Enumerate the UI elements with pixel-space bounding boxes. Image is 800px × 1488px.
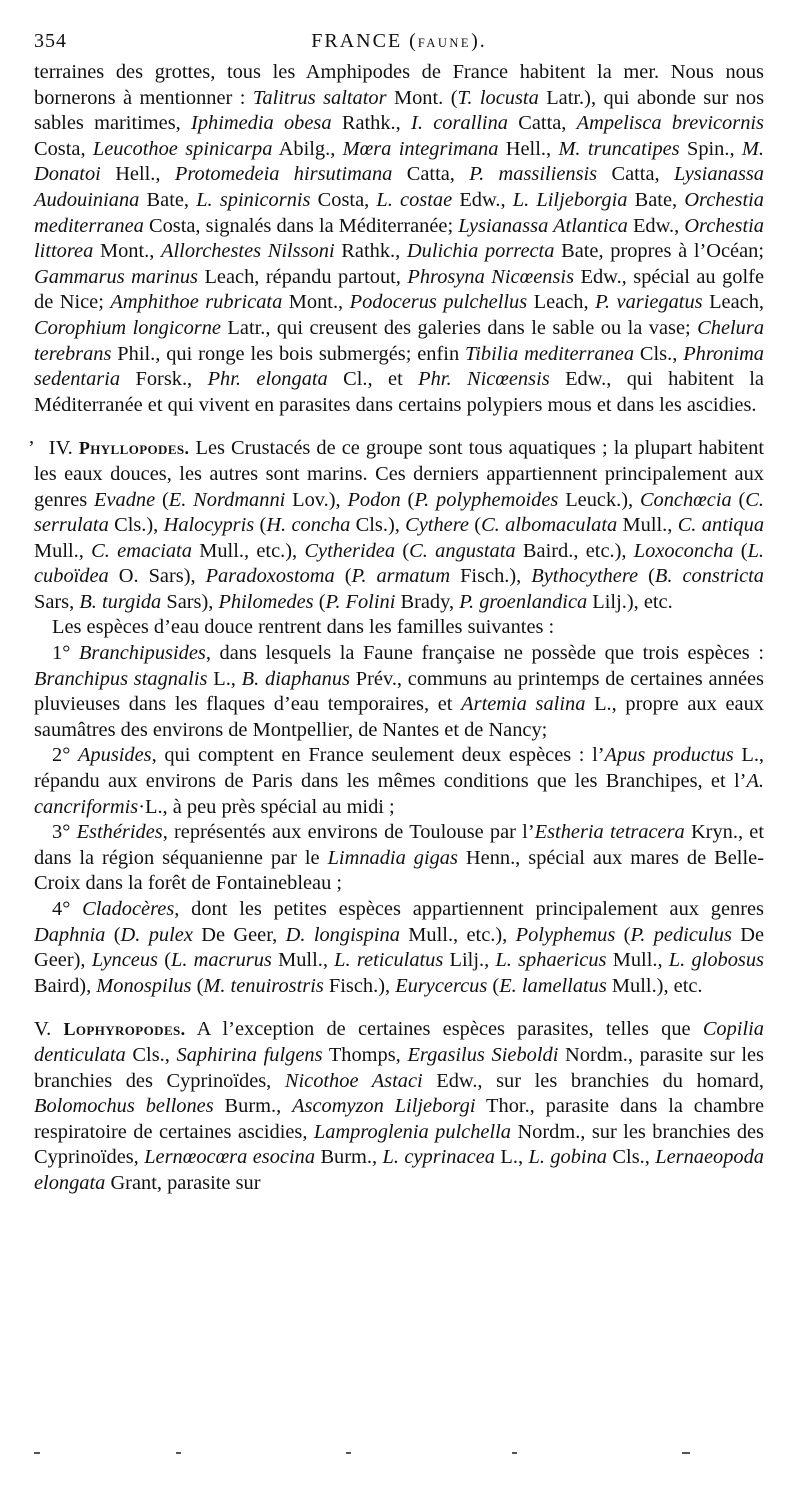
- text-run: (: [731, 488, 746, 511]
- text-run: Latr.), qui abonde sur nos sables maritimes,: [34, 86, 764, 135]
- species-name: P. massiliensis: [469, 163, 598, 186]
- text-run: Catta,: [507, 112, 577, 135]
- text-run: Leach, répandu partout,: [197, 265, 408, 288]
- species-name: E. lamellatus: [499, 974, 607, 997]
- text-run: (: [105, 923, 121, 946]
- species-name: C. serrulata: [34, 488, 764, 537]
- species-name: Allorchestes Nilssoni: [161, 240, 335, 263]
- species-name: I. corallina: [411, 112, 508, 135]
- section-phyllopodes: [28, 436, 765, 615]
- text-run: Mont.,: [93, 240, 162, 263]
- text-run: Leach,: [527, 291, 596, 314]
- running-title-main: FRANCE (: [311, 30, 418, 52]
- text-run: Nordm., parasite sur les branchies des Cyprinoïdes,: [34, 1043, 764, 1092]
- species-name: Halocypris: [163, 514, 255, 537]
- species-name: Saphirina fulgens: [176, 1043, 323, 1066]
- text-run: (: [313, 590, 326, 613]
- species-name: M. truncatipes: [558, 137, 680, 160]
- text-run: Edw., sur les branchies du homard,: [422, 1069, 764, 1092]
- species-name: Bythocythere: [531, 565, 639, 588]
- text-run: Cls.,: [125, 1043, 177, 1066]
- species-name: Ampelisca brevicornis: [576, 112, 764, 135]
- footer-specks: [34, 1452, 764, 1456]
- species-name: Podon: [347, 488, 401, 511]
- text-run: (: [395, 539, 410, 562]
- species-name: Phrosyna Nicœensis: [407, 265, 575, 288]
- species-name: Estheria tetracera: [534, 821, 685, 844]
- text-run: Mont.,: [282, 291, 350, 314]
- section-body: [34, 437, 764, 613]
- text-run: Mull.,: [617, 514, 678, 537]
- species-name: Paradoxostoma: [205, 565, 335, 588]
- species-name: L. gobina: [528, 1146, 607, 1169]
- species-name: Iphimedia obesa: [191, 112, 332, 135]
- running-title: [34, 30, 764, 53]
- text-run: Abilg.,: [272, 137, 343, 160]
- species-name: A. cancriformis: [34, 770, 764, 818]
- species-name: D. longispina: [285, 923, 400, 946]
- text-run: Les espèces d’eau douce rentrent dans les familles suivantes :: [52, 616, 555, 639]
- species-name: B. diaphanus: [241, 667, 350, 690]
- species-name: Lamproglenia pulchella: [313, 1120, 512, 1143]
- footer-speck: [176, 1452, 181, 1454]
- text-run: Mull.), etc.: [606, 974, 703, 997]
- text-run: Mull.,: [606, 949, 669, 972]
- text-run: 2°: [52, 744, 78, 767]
- species-name: P. armatum: [351, 565, 451, 588]
- text-run: Nordm., sur les branchies des Cyprinoïdes,: [34, 1120, 764, 1169]
- text-run: Catta,: [392, 163, 470, 186]
- species-name: Cythere: [405, 514, 469, 537]
- text-run: Henn., spécial aux mares de Belle-Croix dans la forêt de Fontainebleau ;: [34, 846, 764, 895]
- species-name: Lynceus: [91, 949, 158, 972]
- species-name: Ascomyzon Liljeborgi: [292, 1095, 476, 1118]
- section-heading: Phyllopodes.: [78, 438, 190, 459]
- species-name: P. Folini: [325, 590, 396, 613]
- text-run: terraines des grottes, tous les Amphipodes de France habitent la mer. Nous nous bornerons à mentionner :: [34, 61, 764, 109]
- species-name: Chelura terebrans: [34, 316, 765, 365]
- text-run: ·L., à peu près spécial au midi ;: [138, 795, 395, 818]
- text-run: Hell.,: [498, 137, 559, 160]
- species-name: P. polyphemoides: [414, 488, 559, 511]
- text-run: 1°: [52, 642, 79, 665]
- section-number: V.: [34, 1018, 52, 1041]
- text-run: Baird., etc.),: [515, 539, 634, 562]
- text-run: Hell.,: [100, 163, 175, 186]
- text-run: Edw., spécial au golfe de Nice;: [34, 265, 765, 314]
- species-name: L. macrurus: [171, 949, 272, 972]
- footer-speck: [34, 1452, 40, 1454]
- text-run: Cls.),: [108, 514, 164, 537]
- text-run: Spin.,: [679, 137, 742, 160]
- text-run: Baird),: [34, 974, 97, 997]
- text-run: Mull.,: [271, 949, 335, 972]
- text-run: Cls.,: [607, 1146, 656, 1169]
- text-run: Bate,: [627, 188, 685, 211]
- species-name: L. reticulatus: [334, 949, 444, 972]
- text-run: 3°: [52, 821, 77, 844]
- text-run: Rathk.,: [331, 112, 412, 135]
- text-run: L., répandu aux environs de Paris dans les mêmes conditions que les Branchipes, et l’: [34, 744, 765, 793]
- text-run: Costa,: [310, 188, 377, 211]
- section-number: IV.: [48, 437, 73, 460]
- text-run: A l’exception de certaines espèces parasites, telles que: [185, 1018, 703, 1041]
- species-name: B. turgida: [79, 590, 162, 613]
- species-name: P. variegatus: [595, 291, 703, 314]
- text-run: Sars,: [34, 590, 80, 613]
- species-name: Mœra integrimana: [342, 137, 499, 160]
- text-run: De Geer,: [192, 923, 286, 946]
- species-name: L. globosus: [668, 949, 764, 972]
- text-run: 4°: [52, 898, 83, 920]
- species-name: C. emaciata: [91, 539, 192, 562]
- text-run: Edw., qui habitent la Méditerranée et qui vivent en parasites dans certains polypiers mous et dans les ascidies.: [34, 368, 764, 416]
- species-name: Daphnia: [34, 923, 106, 946]
- text-run: , dans lesquels la Faune française ne possède que trois espèces :: [205, 642, 764, 665]
- species-name: H. concha: [266, 514, 351, 537]
- species-name: M. tenuirostris: [203, 974, 324, 997]
- species-name: C. angustata: [409, 539, 516, 562]
- species-name: P. pediculus: [630, 923, 732, 946]
- species-name: C. albomaculata: [481, 514, 618, 537]
- species-name: Lernœocœra esocina: [144, 1146, 316, 1169]
- footer-speck: [512, 1452, 517, 1454]
- text-run: Edw.,: [452, 188, 513, 211]
- text-run: Mull., etc.),: [399, 923, 516, 946]
- species-name: Philomedes: [218, 590, 314, 613]
- list-item-estherides: [34, 820, 764, 897]
- list-item-apusides: [34, 743, 764, 820]
- text-run: , qui comptent en France seulement deux espèces : l’: [151, 744, 605, 767]
- text-run: L., propre aux eaux saumâtres des environs de Montpellier, de Nantes et de Nancy;: [34, 693, 764, 741]
- species-name: Ergasilus Sieboldi: [407, 1043, 559, 1066]
- species-name: Limnadia gigas: [327, 846, 458, 869]
- text-run: L.,: [207, 667, 242, 690]
- paragraph-amphipodes: [34, 60, 764, 418]
- text-run: Lov.),: [285, 488, 348, 511]
- text-run: (: [487, 974, 500, 997]
- species-name: Branchipusides: [78, 642, 206, 665]
- running-title-small-caps: FAUNE: [417, 36, 472, 50]
- text-run: Bate,: [139, 188, 197, 211]
- species-name: D. pulex: [120, 923, 193, 946]
- text-run: Cl., et: [327, 368, 419, 391]
- text-run: Mont. (: [386, 86, 458, 109]
- species-name: T. locusta: [457, 86, 539, 109]
- species-name: Lysianassa Audouiniana: [34, 163, 765, 211]
- species-name: L. sphaericus: [495, 949, 607, 972]
- species-name: Monospilus: [96, 974, 192, 997]
- species-name: Loxoconcha: [633, 539, 734, 562]
- text-run: Les Crustacés de ce groupe sont tous aquatiques ; la plupart habitent les eaux douces, les autres sont marins. Ces derniers appartiennent principalement aux genres: [34, 437, 764, 511]
- text-run: Lilj.), etc.: [587, 590, 673, 613]
- text-run: (: [615, 923, 631, 946]
- species-name: Copilia denticulata: [34, 1018, 764, 1066]
- species-name: Conchœcia: [639, 488, 732, 511]
- species-name: Protomedeia hirsutimana: [174, 163, 393, 186]
- text-run: (: [157, 949, 171, 972]
- species-name: E. Nordmanni: [168, 488, 286, 511]
- species-name: Tibilia mediterranea: [465, 342, 635, 365]
- species-name: Apusides: [77, 744, 152, 767]
- footer-speck: [682, 1452, 690, 1454]
- text-run: Rathk.,: [334, 240, 407, 263]
- species-name: M. Donatoi: [34, 137, 765, 186]
- species-name: Cladocères: [82, 898, 175, 920]
- text-run: Sars),: [161, 590, 219, 613]
- margin-mark: ’: [28, 437, 35, 460]
- text-run: Burm.,: [213, 1095, 293, 1118]
- species-name: Branchipus stagnalis: [34, 667, 208, 690]
- footer-speck: [346, 1452, 351, 1454]
- species-name: Amphithoe rubricata: [110, 291, 283, 314]
- species-name: Bolomochus bellones: [34, 1095, 214, 1118]
- list-item-cladoceres: [34, 897, 764, 999]
- species-name: Cytheridea: [304, 539, 396, 562]
- text-run: (: [155, 488, 169, 511]
- species-name: Orchestia mediterranea: [34, 188, 764, 237]
- text-run: Forsk.,: [120, 368, 208, 391]
- text-run: De Geer),: [34, 923, 765, 972]
- text-run: (: [468, 514, 482, 537]
- text-run: , dont les petites espèces appartiennent principalement aux genres: [174, 898, 764, 920]
- text-run: O. Sars),: [108, 565, 206, 588]
- text-run: Bate, propres à l’Océan;: [554, 240, 765, 263]
- species-name: L. cuboïdea: [34, 539, 765, 588]
- text-run: Catta,: [597, 163, 674, 186]
- list-item-branchipusides: [34, 641, 764, 743]
- species-name: L. Liljeborgia: [512, 188, 628, 211]
- text-run: Cls.),: [350, 514, 406, 537]
- text-run: Mull., etc.),: [191, 539, 305, 562]
- species-name: Phronima sedentaria: [34, 342, 764, 391]
- species-name: Eurycercus: [395, 974, 488, 997]
- species-name: Lernaeopoda elongata: [34, 1146, 764, 1194]
- species-name: L. spinicornis: [196, 188, 311, 211]
- text-run: (: [254, 514, 267, 537]
- species-name: Corophium longicorne: [34, 316, 221, 339]
- species-name: Artemia salina: [461, 693, 586, 716]
- species-name: Phr. elongata: [207, 368, 328, 391]
- species-name: C. antiqua: [677, 514, 765, 537]
- running-title-end: ).: [471, 30, 487, 52]
- text-run: Prév., communs au printemps de certaines années pluvieuses dans les flaques d’eau temporaires, et: [34, 667, 764, 716]
- species-name: P. groenlandica: [459, 590, 588, 613]
- text-run: Edw.,: [627, 214, 685, 237]
- page-number: 354: [34, 30, 67, 52]
- text-run: Burm.,: [315, 1146, 383, 1169]
- section-heading: Lophyropodes.: [63, 1019, 186, 1040]
- section-body: [34, 1018, 764, 1194]
- species-name: Talitrus saltator: [252, 86, 387, 109]
- text-run: Lilj.,: [443, 949, 496, 972]
- species-name: Esthérides: [76, 821, 163, 844]
- text-run: Leach,: [702, 291, 765, 314]
- text-run: Thor., parasite dans la chambre respiratoire de certaines ascidies,: [34, 1095, 765, 1143]
- text-run: Phil., qui ronge les bois submergés; enfin: [111, 342, 466, 365]
- text-run: Costa,: [34, 137, 93, 160]
- paragraph-fresh-water-intro: [34, 615, 764, 641]
- text-run: , représentés aux environs de Toulouse par l’: [162, 821, 535, 844]
- species-name: Polyphemus: [515, 923, 616, 946]
- species-name: Podocerus pulchellus: [349, 291, 528, 314]
- text-run: (: [334, 565, 352, 588]
- species-name: Nicothoe Astaci: [284, 1069, 423, 1092]
- text-run: Mull.,: [34, 539, 92, 562]
- species-name: Gammarus marinus: [34, 265, 198, 288]
- species-name: Lysianassa Atlantica: [458, 214, 628, 237]
- species-name: B. constricta: [654, 565, 764, 588]
- text-run: Grant, parasite sur: [105, 1171, 261, 1194]
- section-lophyropodes: [34, 1017, 764, 1196]
- text-run: Costa, signalés dans la Méditerranée;: [143, 214, 459, 237]
- text-run: Thomps,: [322, 1043, 408, 1066]
- species-name: Leucothoe spinicarpa: [92, 137, 273, 160]
- species-name: L. cyprinacea: [382, 1146, 495, 1169]
- species-name: Phr. Nicœensis: [418, 368, 550, 391]
- species-name: Apus productus: [604, 744, 734, 767]
- text-run: (: [733, 539, 748, 562]
- text-run: Fisch.),: [323, 974, 396, 997]
- page-header: [34, 0, 764, 60]
- text-run: (: [400, 488, 415, 511]
- text-run: (: [638, 565, 655, 588]
- text-run: Fisch.),: [450, 565, 532, 588]
- text-run: Brady,: [395, 590, 460, 613]
- text-run: (: [191, 974, 204, 997]
- text-run: Kryn., et dans la région séquanienne par le: [34, 821, 765, 869]
- text-run: Leuck.),: [558, 488, 640, 511]
- species-name: L. costae: [376, 188, 453, 211]
- species-name: Evadne: [94, 488, 156, 511]
- text-run: Cls.,: [634, 342, 684, 365]
- text-run: Latr., qui creusent des galeries dans le sable ou la vase;: [220, 316, 698, 339]
- species-name: Dulichia porrecta: [406, 240, 555, 263]
- text-run: L.,: [494, 1146, 529, 1169]
- species-name: Orchestia littorea: [34, 214, 764, 263]
